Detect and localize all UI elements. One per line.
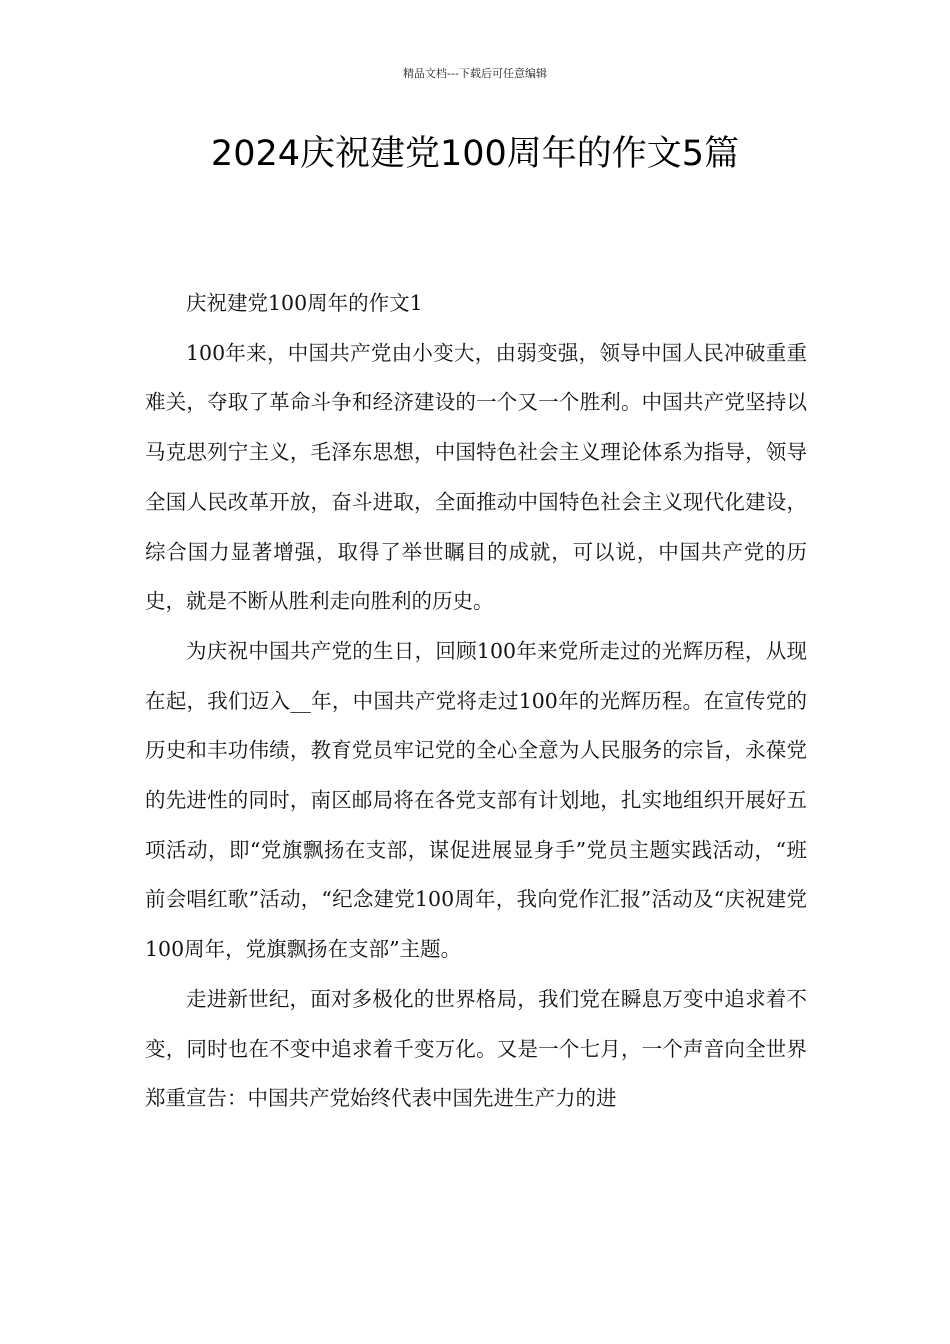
document-title: 2024庆祝建党100周年的作文5篇 [210, 134, 740, 174]
paragraph-3: 走进新世纪，面对多极化的世界格局，我们党在瞬息万变中追求着不变，同时也在不变中追求着千变万化。又是一个七月，一个声音向全世界郑重宣告：中国共产党始终代表中国先进生产力的进 [145, 986, 807, 1111]
section-heading: 庆祝建党100周年的作文1 [186, 291, 423, 315]
document-body [145, 279, 807, 1124]
paragraph-1: 100年来，中国共产党由小变大，由弱变强，领导中国人民冲破重重难关，夺取了革命斗争和经济建设的一个又一个胜利。中国共产党坚持以马克思列宁主义，毛泽东思想，中国特色社会主义理论体系为指导，领导全国人民改革开放，奋斗进取，全面推动中国特色社会主义现代化建设，综合国力显著增强，取得了举世瞩目的成就，可以说，中国共产党的历史，就是不断从胜利走向胜利的历史。 [145, 340, 807, 614]
header-note: 精品文档---下载后可任意编辑 [403, 67, 547, 80]
paragraph-2: 为庆祝中国共产党的生日，回顾100年来党所走过的光辉历程，从现在起，我们迈入__年，中国共产党将走过100年的光辉历程。在宣传党的历史和丰功伟绩，教育党员牢记党的全心全意为人民服务的宗旨，永葆党的先进性的同时，南区邮局将在各党支部有计划地，扎实地组织开展好五项活动，即“党旗飘扬在支部，谋促进展显身手”党员主题实践活动，“班前会唱红歌”活动，“纪念建党100周年，我向党作汇报”活动及“庆祝建党100周年，党旗飘扬在支部”主题。 [145, 638, 807, 962]
